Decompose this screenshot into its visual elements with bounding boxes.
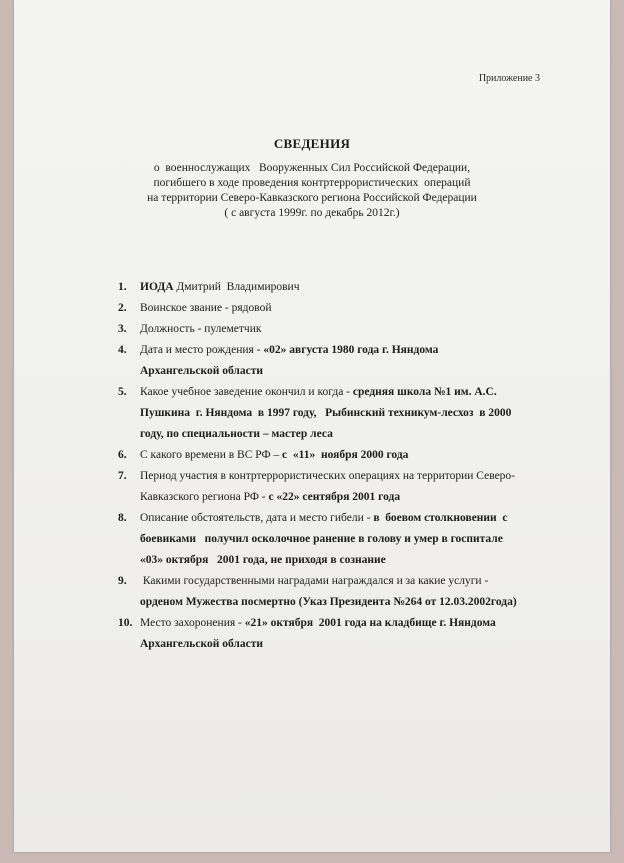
bold-text: с «11» ноября 2000 года [282,449,409,461]
bold-text: боевиками получил осколочное ранение в голову и умер в госпитале [140,533,503,545]
plain-text: Кавказского региона РФ - [140,491,269,503]
item-line [140,592,568,613]
item-line [140,529,568,550]
subtitle-line: на территории Северо-Кавказского региона Российской Федерации [147,192,477,204]
item-number: 3. [118,323,127,335]
item-line [140,382,568,403]
subtitle-line: погибшего в ходе проведения контртеррористических операций [153,177,471,189]
item-line [140,277,568,298]
list-item [118,508,568,571]
item-line [140,319,568,340]
item-line [140,613,568,634]
document-subtitle [14,161,610,221]
item-number: 9. [118,575,127,587]
bold-text: Пушкина г. Няндома в 1997 году, Рыбинский техникум-лесхоз в 2000 [140,407,512,419]
item-number: 1. [118,281,127,293]
list-item [118,445,568,466]
item-line [140,634,568,655]
item-text [140,508,568,571]
bold-text: «03» октября 2001 года, не приходя в сознание [140,554,386,566]
list-item [118,340,568,382]
item-number: 5. [118,386,127,398]
item-number: 2. [118,302,127,314]
item-line [140,508,568,529]
subtitle-line: ( с августа 1999г. по декабрь 2012г.) [224,207,400,219]
item-text [140,340,568,382]
item-number: 4. [118,344,127,356]
item-line [140,571,568,592]
list-item [118,382,568,445]
item-text [140,445,568,466]
item-number: 8. [118,512,127,524]
item-text [140,466,568,508]
plain-text: Описание обстоятельств, дата и место гибели - [140,512,374,524]
list-item [118,319,568,340]
bold-text: средняя школа №1 им. А.С. [352,386,497,398]
bold-text: ИОДА [140,281,174,293]
bold-text: с «22» сентября 2001 года [268,491,401,503]
item-number: 7. [118,470,127,482]
plain-text: Должность - пулеметчик [140,323,262,335]
document-title: СВЕДЕНИЯ [273,136,351,151]
item-line [140,361,568,382]
document-page [14,0,610,852]
item-line [140,424,568,445]
item-line [140,487,568,508]
list-item [118,571,568,613]
plain-text: Дмитрий Владимирович [173,281,300,293]
bold-text: «02» августа 1980 года г. Няндома [263,344,439,356]
bold-text: орденом Мужества посмертно (Указ Президента №264 от 12.03.2002года) [140,596,517,608]
list-item [118,277,568,298]
plain-text: Воинское звание - рядовой [140,302,272,314]
item-text [140,277,568,298]
subtitle-line: о военнослужащих Вооруженных Сил Российской Федерации, [153,162,471,174]
bold-text: Архангельской области [140,638,264,650]
item-text [140,319,568,340]
item-number: 10. [118,617,133,629]
info-list [118,277,568,655]
item-line [140,340,568,361]
item-line [140,403,568,424]
list-item [118,298,568,319]
item-line [140,466,568,487]
plain-text: Какими государственными наградами награждался и за какие услуги - [140,575,489,587]
item-line [140,550,568,571]
bold-text: в боевом столкновении с [373,512,508,524]
item-text [140,382,568,445]
item-text [140,613,568,655]
bold-text: «21» октября 2001 года на кладбище г. Няндома [244,617,496,629]
bold-text: Архангельской области [140,365,264,377]
item-number: 6. [118,449,127,461]
plain-text: Период участия в контртеррористических операциях на территории Северо- [140,470,516,482]
item-text [140,298,568,319]
plain-text: С какого времени в ВС РФ – [140,449,283,461]
list-item [118,466,568,508]
item-text [140,571,568,613]
plain-text: Какое учебное заведение окончил и когда - [140,386,353,398]
item-line [140,298,568,319]
appendix-label: Приложение 3 [478,73,540,84]
item-line [140,445,568,466]
plain-text: Дата и место рождения - [140,344,264,356]
plain-text: Место захоронения - [140,617,245,629]
bold-text: году, по специальности – мастер леса [140,428,333,440]
list-item [118,613,568,655]
